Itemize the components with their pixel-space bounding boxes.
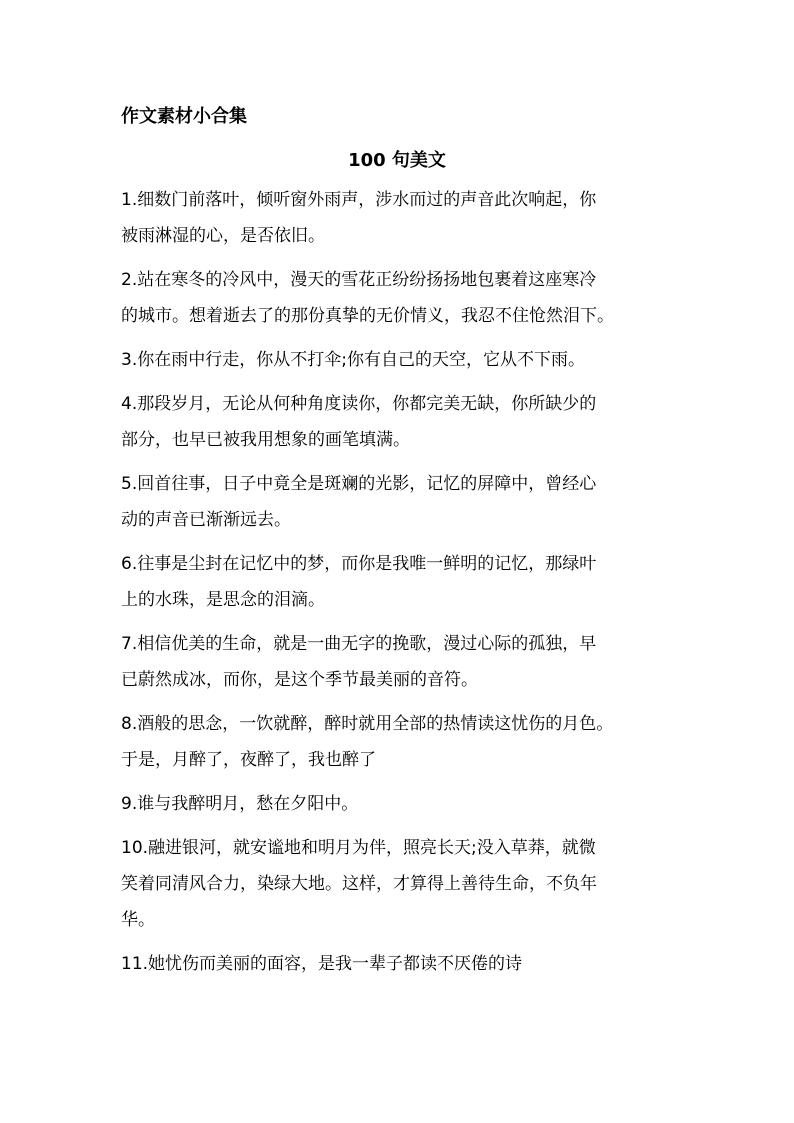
- document-title: 作文素材小合集: [121, 106, 247, 127]
- sentence-item: 4.那段岁月，无论从何种角度读你，你都完美无缺，你所缺少的 部分，也早已被我用想象的画笔填满。: [121, 394, 597, 450]
- sentence-item: 5.回首往事，日子中竟全是斑斓的光影，记忆的屏障中，曾经心 动的声音已渐渐远去。: [121, 474, 597, 530]
- sentence-item: 8.酒般的思念，一饮就醉，醉时就用全部的热情读这忧伤的月色。 于是，月醉了，夜醉了，我也醉了: [121, 714, 614, 770]
- sentence-item: 1.细数门前落叶，倾听窗外雨声，涉水而过的声音此次响起，你 被雨淋湿的心，是否依旧。: [121, 190, 597, 246]
- sentence-list: [121, 182, 677, 990]
- sentence-item: 9.谁与我醉明月，愁在夕阳中。: [121, 794, 359, 814]
- sentence-item: 11.她忧伤而美丽的面容，是我一辈子都读不厌倦的诗: [121, 954, 523, 974]
- sentence-item: 2.站在寒冬的冷风中，漫天的雪花正纷纷扬扬地包裹着这座寒冷 的城市。想着逝去了的那份真挚的无价情义，我忍不住怆然泪下。: [121, 270, 614, 326]
- sentence-item: 3.你在雨中行走，你从不打伞;你有自己的天空，它从不下雨。: [121, 350, 585, 370]
- sentence-item: 10.融进银河，就安谧地和明月为伴，照亮长天;没入草莽，就微 笑着同清风合力，染绿大地。这样，才算得上善待生命，不负年 华。: [121, 838, 597, 930]
- sentence-item: 6.往事是尘封在记忆中的梦，而你是我唯一鲜明的记忆，那绿叶 上的水珠，是思念的泪滴。: [121, 554, 597, 610]
- document-subtitle: 100 句美文: [348, 150, 446, 171]
- sentence-item: 7.相信优美的生命，就是一曲无字的挽歌，漫过心际的孤独，早 已蔚然成冰，而你，是这个季节最美丽的音符。: [121, 634, 597, 690]
